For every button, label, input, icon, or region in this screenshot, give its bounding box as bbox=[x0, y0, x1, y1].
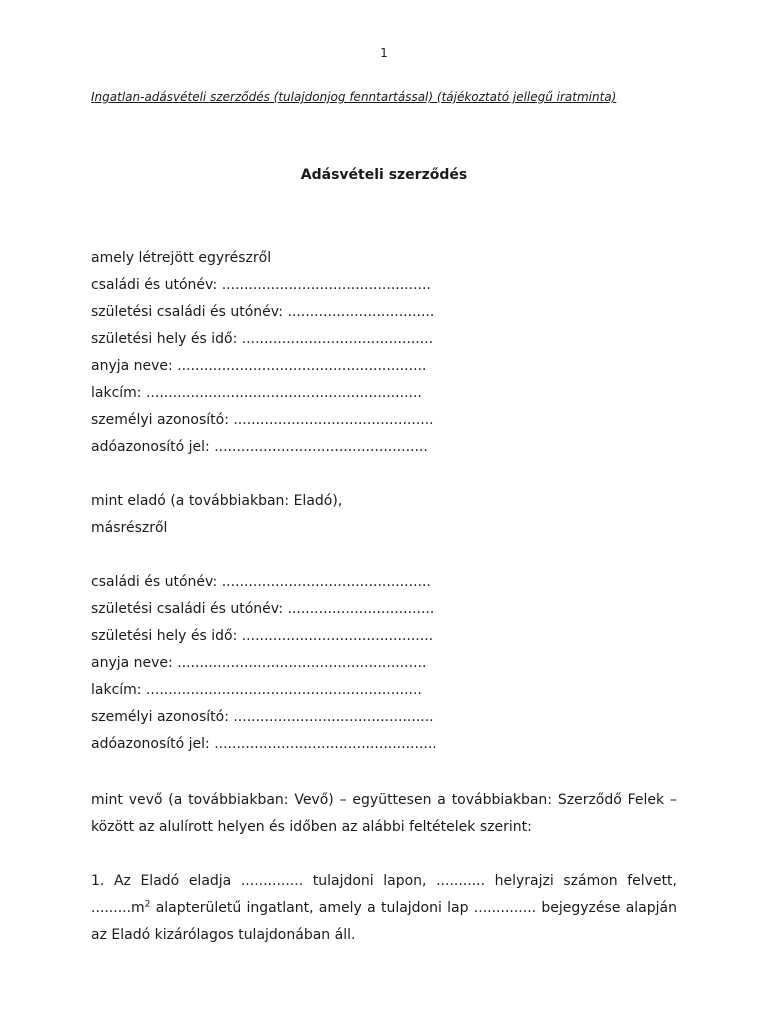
clause-1-superscript: 2 bbox=[144, 899, 151, 910]
buyer-field-personal-id: személyi azonosító: ............................................. bbox=[91, 709, 434, 725]
seller-field-name: családi és utónév: ............................................... bbox=[91, 277, 431, 293]
intro-text: amely létrejött egyrészről bbox=[91, 250, 272, 266]
seller-field-personal-id: személyi azonosító: ............................................. bbox=[91, 412, 434, 428]
buyer-field-address: lakcím: .............................................................. bbox=[91, 682, 422, 698]
seller-field-address: lakcím: .............................................................. bbox=[91, 385, 422, 401]
clause-1-paragraph bbox=[91, 868, 677, 949]
document-header: Ingatlan-adásvételi szerződés (tulajdonjog fenntartással) (tájékoztató jellegű iratminta) bbox=[91, 90, 617, 104]
seller-role: mint eladó (a továbbiakban: Eladó), bbox=[91, 493, 343, 509]
clause-1-text-end: alapterületű ingatlant, amely a tulajdoni lap .............. bejegyzése alapján az Eladó kizárólagos tulajdonában áll. bbox=[91, 900, 677, 943]
seller-field-tax-id: adóazonosító jel: ................................................ bbox=[91, 439, 428, 455]
buyer-field-birth-place-date: születési hely és idő: ........................................... bbox=[91, 628, 434, 644]
other-party-text: másrészről bbox=[91, 520, 168, 536]
buyer-field-tax-id: adóazonosító jel: .................................................. bbox=[91, 736, 437, 752]
buyer-role-paragraph: mint vevő (a továbbiakban: Vevő) – együttesen a továbbiakban: Szerződő Felek – között az alulírott helyen és időben az alábbi feltételek szerint: bbox=[91, 792, 677, 835]
document-title: Adásvételi szerződés bbox=[300, 167, 468, 183]
buyer-field-name: családi és utónév: ............................................... bbox=[91, 574, 431, 590]
buyer-block bbox=[91, 569, 677, 758]
page-number: 1 bbox=[380, 46, 388, 60]
buyer-field-mother-name: anyja neve: ........................................................ bbox=[91, 655, 427, 671]
seller-block bbox=[91, 245, 677, 461]
seller-field-mother-name: anyja neve: ........................................................ bbox=[91, 358, 427, 374]
seller-role-block bbox=[91, 488, 677, 542]
buyer-field-birth-name: születési családi és utónév: ................................. bbox=[91, 601, 435, 617]
clause-1-text-start: 1. Az Eladó eladja .............. tulajdoni lapon, ........... helyrajzi számon felvett, .........m bbox=[91, 873, 677, 916]
seller-field-birth-name: születési családi és utónév: ................................. bbox=[91, 304, 435, 320]
seller-field-birth-place-date: születési hely és idő: ........................................... bbox=[91, 331, 434, 347]
